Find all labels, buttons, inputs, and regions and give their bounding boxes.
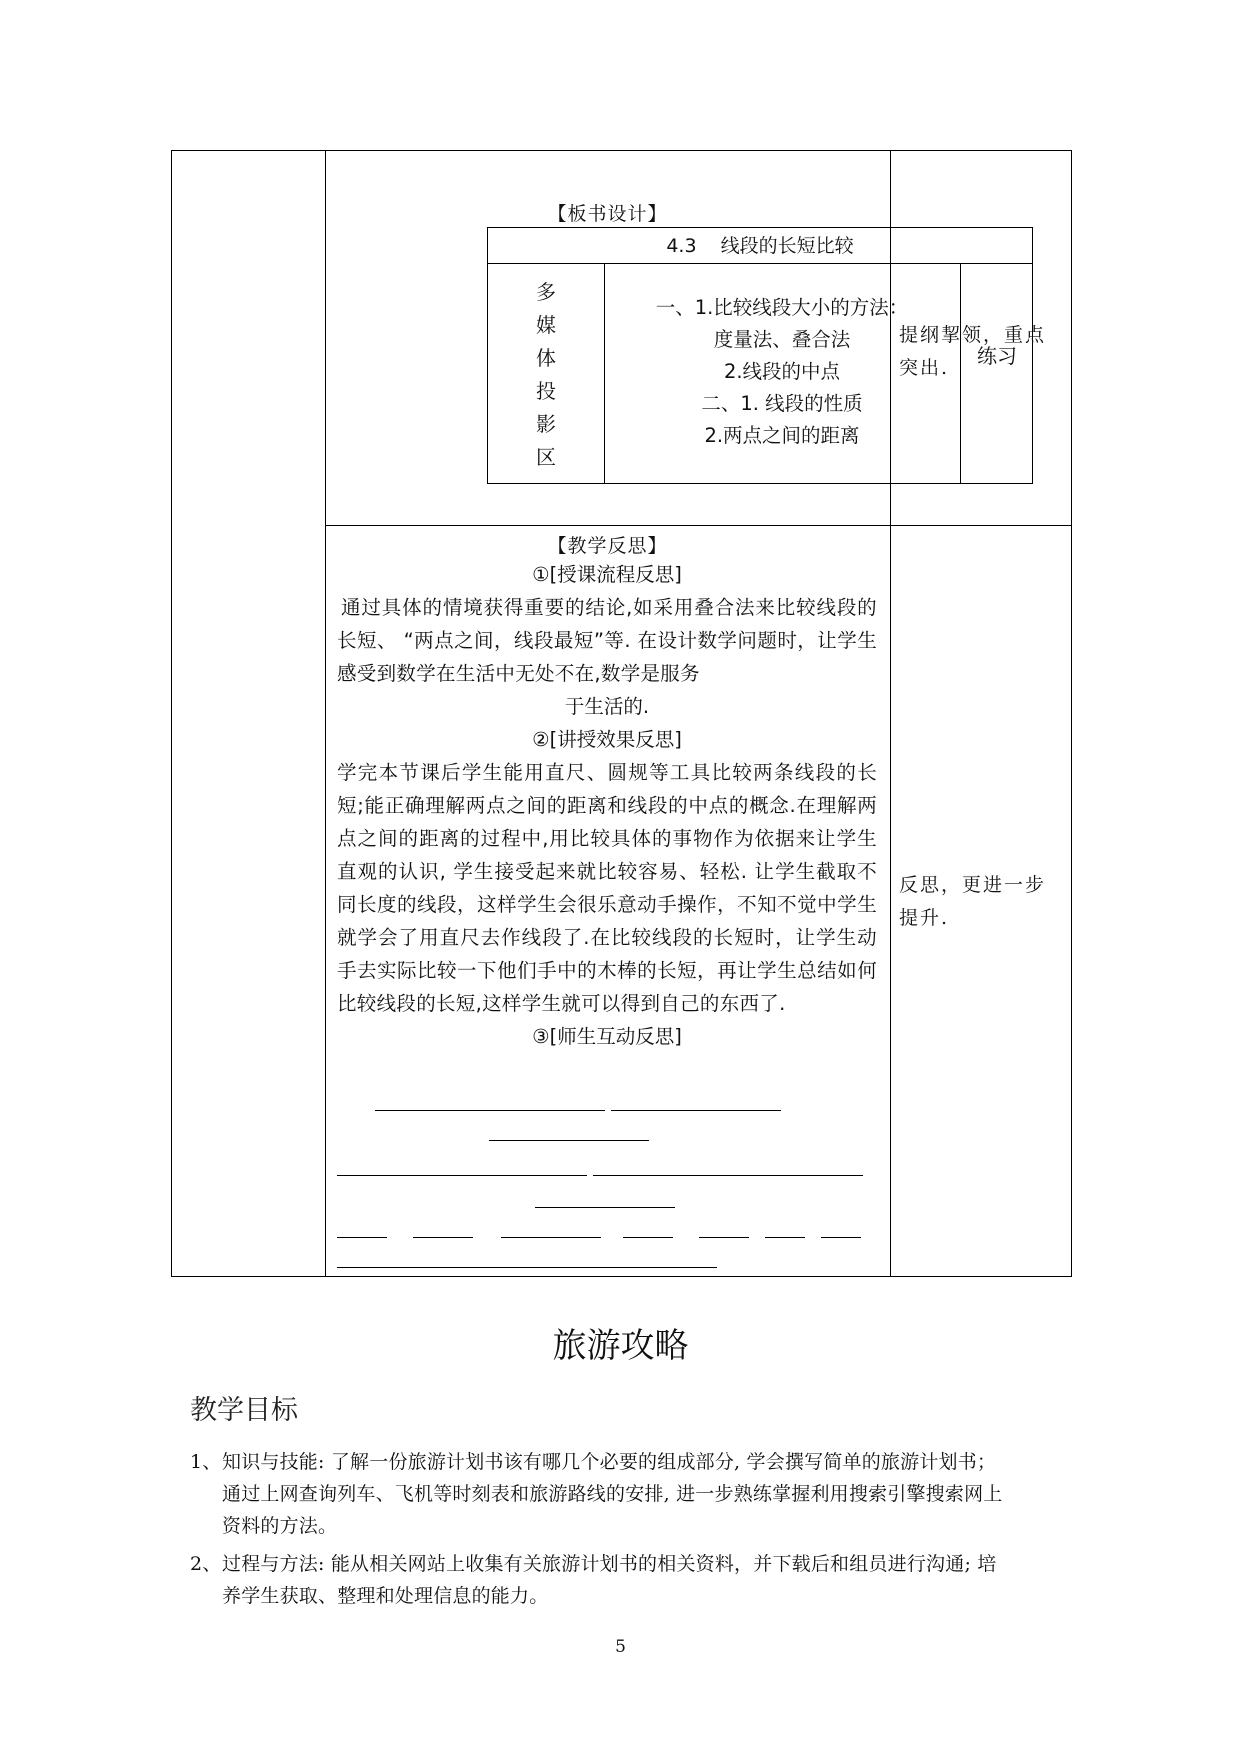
reflection-body (337, 558, 877, 1053)
board-line: 度量法、叠合法 (713, 328, 851, 351)
board-side-note (899, 319, 1046, 385)
reflection-heading: 【教学反思】 (547, 535, 668, 557)
side-note-line: 提纲挈领，重点 (899, 324, 1047, 346)
blank-line (413, 1237, 473, 1238)
side-note-line: 突出. (899, 357, 950, 379)
reflection-paragraph-end: 于生活的. (564, 695, 650, 718)
page-number: 5 (615, 1637, 626, 1657)
goal-line: 养学生获取、整理和处理信息的能力。 (222, 1585, 549, 1607)
board-design-heading: 【板书设计】 (547, 203, 668, 225)
blank-line (337, 1175, 587, 1176)
reflection-cell (325, 525, 890, 1276)
goal-number: 2、 (190, 1553, 222, 1575)
blank-line (501, 1237, 601, 1238)
blank-line (699, 1237, 749, 1238)
side-note-line: 反思，更进一步 (899, 874, 1047, 896)
blank-line (611, 1110, 781, 1111)
vertical-char: 投 (536, 378, 556, 403)
side-note-line: 提升. (899, 907, 950, 929)
blank-line (593, 1175, 863, 1176)
goal-line: 过程与方法: 能从相关网站上收集有关旅游计划书的相关资料，并下载后和组员进行沟通; 培 (222, 1553, 997, 1575)
vertical-char: 媒 (536, 312, 556, 337)
goal-line: 资料的方法。 (222, 1515, 338, 1537)
vertical-char: 影 (536, 411, 556, 436)
board-table-title: 4.3 线段的长短比较 (488, 228, 1032, 264)
page-title: 旅游攻略 (552, 1326, 689, 1366)
board-line: 2.线段的中点 (723, 360, 841, 383)
goal-line: 通过上网查询列车、飞机等时刻表和旅游路线的安排, 进一步熟练掌握利用搜索引擎搜索网上 (222, 1483, 1003, 1505)
vertical-char: 区 (536, 444, 556, 469)
goal-item (190, 1548, 1070, 1612)
blank-line (375, 1110, 605, 1111)
reflection-subheading: ①[授课流程反思] (532, 563, 682, 586)
practice-label: 练习 (977, 343, 1017, 368)
lesson-table (171, 150, 1072, 1277)
blank-line (337, 1267, 717, 1268)
reflection-paragraph: 学完本节课后学生能用直尺、圆规等工具比较两条线段的长短;能正确理解两点之间的距离和线段的中点的概念.在理解两点之间的距离的过程中,用比较具体的事物作为依据来让学生直观的认识, 学生接受起来就比较容易、轻松. 让学生截取不同长度的线段，这样学生会很乐意动手操作，不知不觉中学生就学会了用直尺去作线段了.在比较线段的长短时，让学生动手去实际比较一下他们手中的木棒的长短，再让学生总结如何比较线段的长短,这样学生就可以得到自己的东西了. (337, 761, 877, 1015)
reflection-paragraph: 通过具体的情境获得重要的结论,如采用叠合法来比较线段的长短、 “两点之间，线段最短”等. 在设计数学问题时，让学生感受到数学在生活中无处不在,数学是服务 (337, 596, 877, 685)
section-title: 教学目标 (190, 1395, 298, 1426)
goal-line: 知识与技能: 了解一份旅游计划书该有哪几个必要的组成部分, 学会撰写简单的旅游计划书； (222, 1451, 997, 1473)
blank-line (337, 1237, 387, 1238)
multimedia-projection-label (488, 264, 604, 485)
goal-item (190, 1446, 1070, 1542)
blank-line (821, 1237, 861, 1238)
goal-number: 1、 (190, 1451, 222, 1473)
blank-line (535, 1207, 675, 1208)
reflection-subheading: ②[讲授效果反思] (532, 728, 682, 751)
reflection-subheading: ③[师生互动反思] (532, 1025, 682, 1048)
blank-line (623, 1237, 673, 1238)
board-line: 2.两点之间的距离 (704, 424, 860, 447)
blank-line (489, 1140, 649, 1141)
blank-line (765, 1237, 805, 1238)
reflection-side-note (899, 869, 1046, 935)
board-line: 二、1. 线段的性质 (701, 392, 863, 415)
vertical-char: 体 (536, 345, 556, 370)
board-line: 一、1.比较线段大小的方法： (655, 296, 909, 319)
vertical-char: 多 (536, 279, 556, 304)
